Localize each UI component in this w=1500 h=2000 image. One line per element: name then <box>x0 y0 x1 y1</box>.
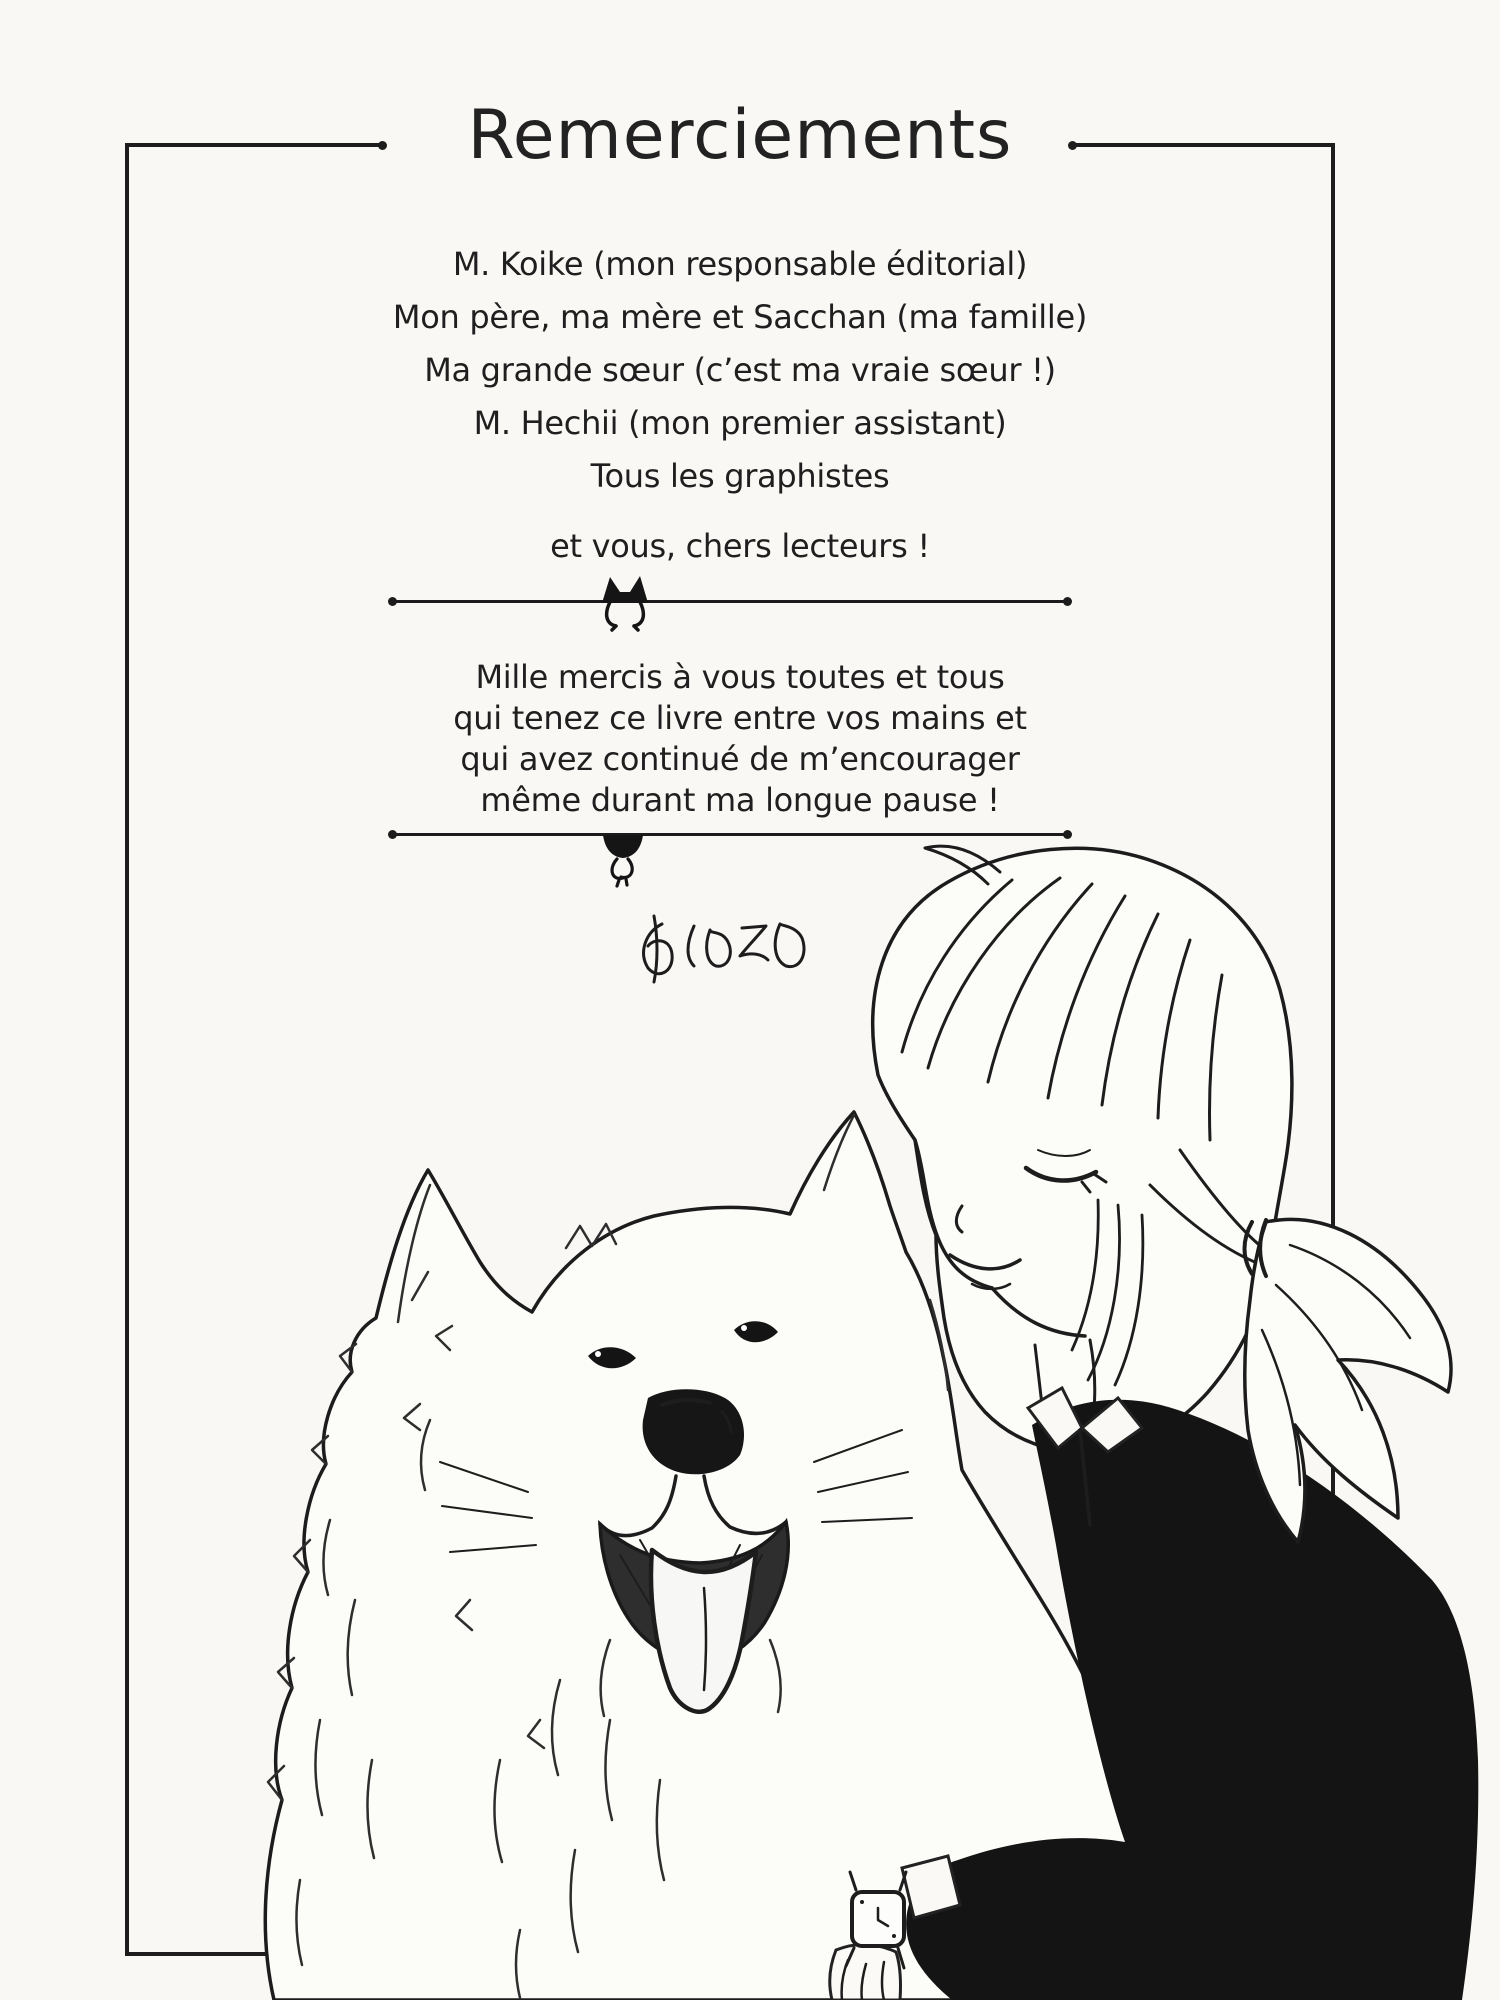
page-title: Remerciements <box>467 96 1013 175</box>
woman-closed-eye <box>1026 1168 1096 1181</box>
woman-figure <box>873 846 1292 1452</box>
woman-ponytail <box>1245 1219 1452 1542</box>
acknowledgement-line: M. Koike (mon responsable éditorial) <box>452 245 1028 283</box>
acknowledgement-line: Ma grande sœur (c’est ma vraie sœur !) <box>424 351 1056 389</box>
message-line: même durant ma longue pause ! <box>480 781 1000 819</box>
acknowledgement-readers-line: et vous, chers lecteurs ! <box>550 527 930 565</box>
dog-figure <box>265 1112 1166 2000</box>
shirt-cuff <box>902 1856 960 1918</box>
woman-hand <box>830 1856 960 2000</box>
divider-end-dot <box>1063 597 1072 606</box>
woman-hair <box>873 848 1292 1452</box>
message-line: qui avez continué de m’encourager <box>460 740 1020 778</box>
dog-left-eye <box>588 1347 636 1368</box>
dog-mouth <box>600 1522 788 1665</box>
dog-face <box>440 1321 912 1716</box>
acknowledgement-line: Tous les graphistes <box>590 457 890 495</box>
divider-end-dot <box>388 830 397 839</box>
divider-end-dot <box>1063 830 1072 839</box>
shirt-collar <box>1028 1388 1142 1525</box>
author-signature <box>644 916 804 982</box>
hair-tie <box>1245 1220 1267 1276</box>
cat-peeking-over-line-icon <box>595 572 655 630</box>
woman-mouth <box>950 1255 1020 1269</box>
dog-tongue <box>651 1550 756 1712</box>
acknowledgement-line: Mon père, ma mère et Sacchan (ma famille) <box>392 298 1088 336</box>
cat-hanging-under-line-icon <box>595 835 651 887</box>
woman-sweater <box>906 1400 1478 2000</box>
thank-you-message <box>0 657 1480 821</box>
dog-body <box>265 1112 1166 2000</box>
acknowledgements-list <box>0 238 1480 573</box>
woman-face <box>915 1140 1143 1425</box>
dog-nose <box>643 1389 744 1474</box>
frame-border-bottom <box>125 1952 1335 1956</box>
section-divider-bottom <box>392 833 1068 836</box>
woman-nose <box>956 1206 962 1232</box>
section-divider-top <box>392 600 1068 603</box>
message-line: qui tenez ce livre entre vos mains et <box>453 699 1027 737</box>
acknowledgement-line: M. Hechii (mon premier assistant) <box>473 404 1007 442</box>
dog-right-eye <box>734 1321 778 1342</box>
divider-end-dot <box>388 597 397 606</box>
message-line: Mille mercis à vous toutes et tous <box>475 658 1005 696</box>
